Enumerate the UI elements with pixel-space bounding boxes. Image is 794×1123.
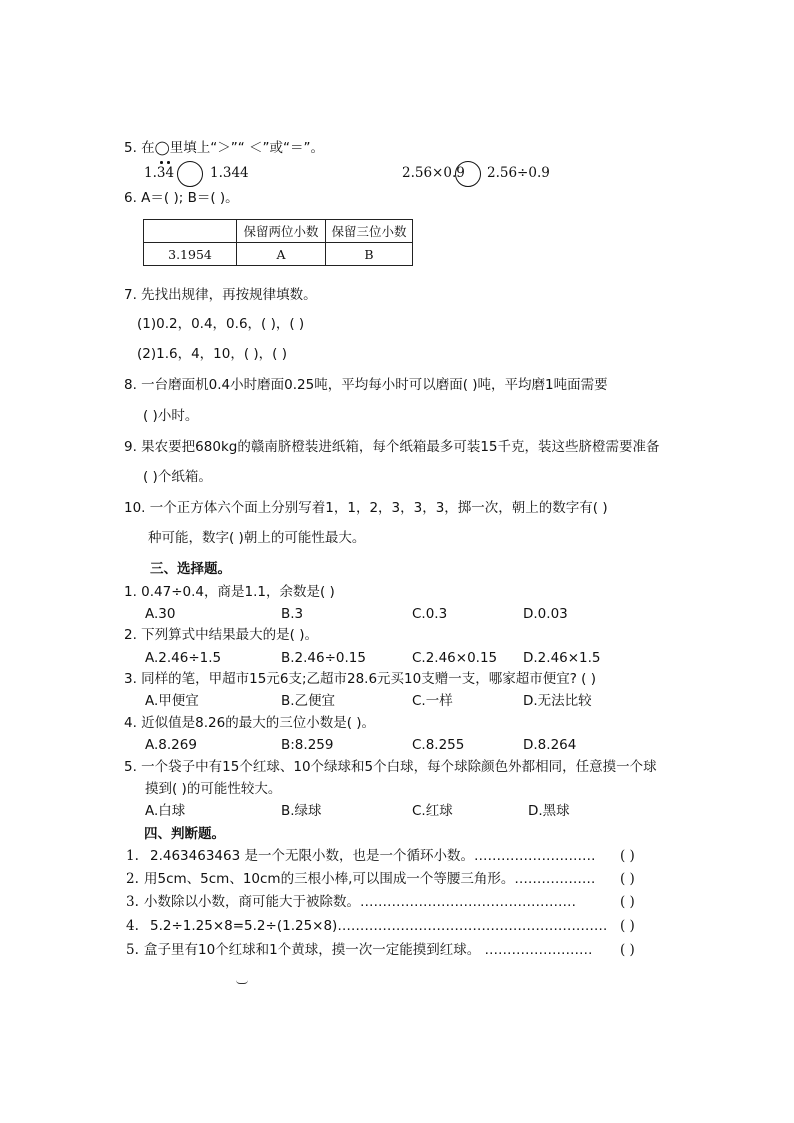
choice-q1-option-d[interactable]: D.0.03 bbox=[523, 606, 568, 622]
judgement-2-text: 用5cm、5cm、10cm的三根小棒,可以围成一个等腰三角形。……………… bbox=[144, 871, 596, 887]
compare-circle-b[interactable] bbox=[455, 161, 481, 187]
choice-q1-option-c[interactable]: C.0.3 bbox=[412, 606, 448, 622]
choice-q5-stem-continued: 摸到( )的可能性较大。 bbox=[145, 781, 282, 797]
table-header-cell: 保留两位小数 bbox=[237, 220, 326, 243]
table-cell: 3.1954 bbox=[144, 243, 237, 266]
judgement-2-number: 2. bbox=[126, 871, 139, 887]
choice-q1-option-b[interactable]: B.3 bbox=[281, 606, 304, 622]
section-heading-choice: 三、选择题。 bbox=[150, 561, 231, 577]
q5-right-b: 2.56÷0.9 bbox=[487, 165, 550, 181]
choice-q3-option-c[interactable]: C.一样 bbox=[412, 693, 453, 709]
choice-q3-option-d[interactable]: D.无法比较 bbox=[523, 693, 592, 709]
table-cell: A bbox=[237, 243, 326, 266]
q6-prompt: 6. A＝( ); B＝( )。 bbox=[124, 190, 239, 206]
table-cell: B bbox=[326, 243, 413, 266]
q7-line2: (2)1.6，4，10，( )，( ) bbox=[137, 346, 288, 362]
q5-left-b: 2.56×0.9 bbox=[402, 165, 465, 181]
judgement-3-answer-bracket[interactable]: ( ) bbox=[620, 894, 635, 910]
choice-q5-option-a[interactable]: A.白球 bbox=[145, 803, 186, 819]
repeating-dot bbox=[167, 161, 170, 164]
choice-q3-stem: 3. 同样的笔，甲超市15元6支;乙超市28.6元买10支赠一支，哪家超市便宜? ( ) bbox=[124, 671, 597, 687]
judgement-5-number: 5. bbox=[126, 942, 139, 958]
repeating-dot bbox=[160, 161, 163, 164]
choice-q4-option-a[interactable]: A.8.269 bbox=[145, 737, 197, 753]
choice-q2-stem: 2. 下列算式中结果最大的是( )。 bbox=[124, 627, 318, 643]
judgement-4-text: 5.2÷1.25×8=5.2÷(1.25×8)…………………………………………………… bbox=[150, 918, 608, 934]
section-heading-judgement: 四、判断题。 bbox=[144, 826, 225, 842]
table-row bbox=[144, 220, 413, 243]
rounding-table bbox=[143, 219, 413, 266]
choice-q2-option-d[interactable]: D.2.46×1.5 bbox=[523, 650, 601, 666]
q9-line1: 9. 果农要把680kg的赣南脐橙装进纸箱，每个纸箱最多可装15千克，装这些脐橙需要准备 bbox=[124, 439, 660, 455]
judgement-3-number: 3. bbox=[126, 894, 139, 910]
choice-q5-option-d[interactable]: D.黑球 bbox=[528, 803, 570, 819]
judgement-1-number: 1. bbox=[126, 848, 139, 864]
q8-line2: ( )小时。 bbox=[143, 408, 199, 424]
choice-q5-option-c[interactable]: C.红球 bbox=[412, 803, 453, 819]
choice-q4-option-c[interactable]: C.8.255 bbox=[412, 737, 465, 753]
q9-line2: ( )个纸箱。 bbox=[143, 469, 212, 485]
table-header-cell: 保留三位小数 bbox=[326, 220, 413, 243]
choice-q2-option-b[interactable]: B.2.46÷0.15 bbox=[281, 650, 366, 666]
q8-line1: 8. 一台磨面机0.4小时磨面0.25吨，平均每小时可以磨面( )吨，平均磨1吨面需要 bbox=[124, 377, 608, 393]
judgement-5-answer-bracket[interactable]: ( ) bbox=[620, 942, 635, 958]
judgement-5-text: 盒子里有10个红球和1个黄球，摸一次一定能摸到红球。 …………………… bbox=[144, 942, 593, 958]
q7-prompt: 7. 先找出规律，再按规律填数。 bbox=[124, 287, 317, 303]
q5-prompt: 5. 在◯里填上“＞”“ ＜”或“＝”。 bbox=[124, 140, 325, 156]
choice-q2-option-c[interactable]: C.2.46×0.15 bbox=[412, 650, 498, 666]
choice-q4-option-b[interactable]: B:8.259 bbox=[281, 737, 334, 753]
choice-q3-option-a[interactable]: A.甲便宜 bbox=[145, 693, 199, 709]
compare-circle-a[interactable] bbox=[177, 161, 203, 187]
choice-q3-option-b[interactable]: B.乙便宜 bbox=[281, 693, 336, 709]
judgement-1-text: 2.463463463 是一个无限小数，也是一个循环小数。……………………… bbox=[150, 848, 596, 864]
q5-right-a: 1.344 bbox=[210, 165, 249, 181]
stray-pen-mark bbox=[236, 980, 248, 984]
judgement-2-answer-bracket[interactable]: ( ) bbox=[620, 871, 635, 887]
table-header-cell bbox=[144, 220, 237, 243]
choice-q5-option-b[interactable]: B.绿球 bbox=[281, 803, 322, 819]
table-row bbox=[144, 243, 413, 266]
judgement-1-answer-bracket[interactable]: ( ) bbox=[620, 848, 635, 864]
judgement-3-text: 小数除以小数，商可能大于被除数。………………………………………… bbox=[144, 894, 576, 910]
choice-q1-option-a[interactable]: A.30 bbox=[145, 606, 176, 622]
judgement-4-answer-bracket[interactable]: ( ) bbox=[620, 918, 635, 934]
choice-q1-stem: 1. 0.47÷0.4，商是1.1，余数是( ) bbox=[124, 584, 335, 600]
choice-q4-option-d[interactable]: D.8.264 bbox=[523, 737, 577, 753]
choice-q4-stem: 4. 近似值是8.26的最大的三位小数是( )。 bbox=[124, 715, 376, 731]
choice-q2-option-a[interactable]: A.2.46÷1.5 bbox=[145, 650, 222, 666]
q10-line2: 种可能，数字( )朝上的可能性最大。 bbox=[148, 530, 366, 546]
judgement-4-number: 4. bbox=[126, 918, 139, 934]
q7-line1: (1)0.2，0.4，0.6，( )，( ) bbox=[137, 316, 305, 332]
choice-q5-stem: 5. 一个袋子中有15个红球、10个绿球和5个白球，每个球除颜色外都相同，任意摸一个球 bbox=[124, 759, 657, 775]
q5-left-a: 1.34 bbox=[144, 165, 175, 181]
q10-line1: 10. 一个正方体六个面上分别写着1，1，2，3，3，3，掷一次，朝上的数字有( ) bbox=[124, 500, 608, 516]
